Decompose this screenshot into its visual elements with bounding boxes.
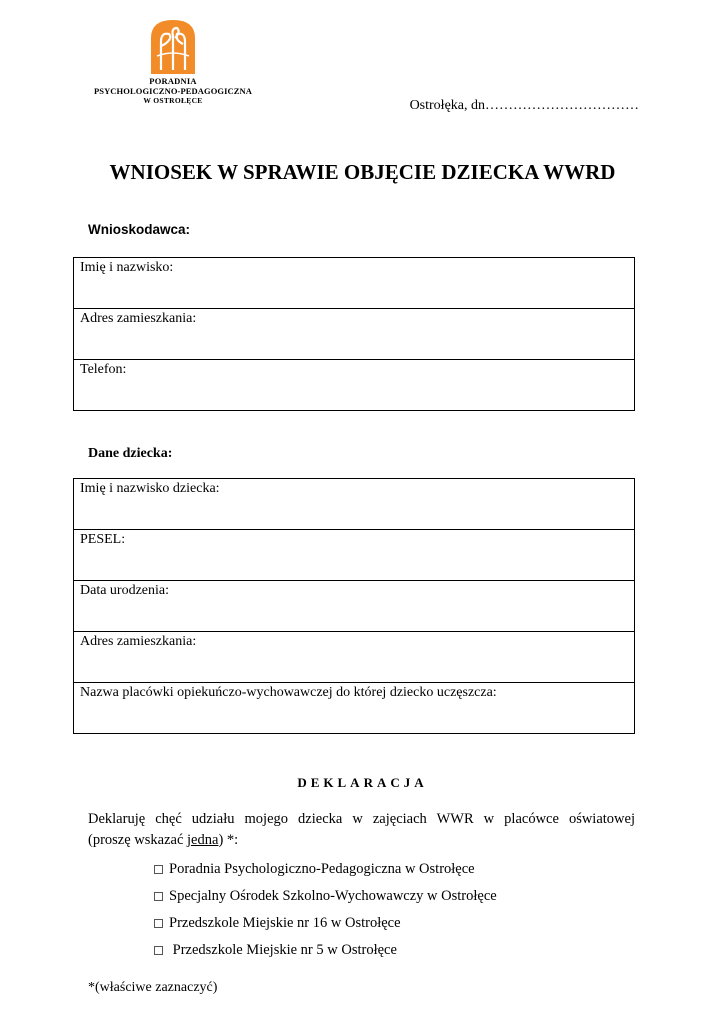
declaration-heading: DEKLARACJA	[297, 775, 428, 790]
child-section-label: Dane dziecka:	[88, 446, 173, 461]
option-pm5[interactable]	[154, 937, 497, 964]
child-address-field[interactable]: Adres zamieszkania:	[74, 632, 635, 683]
child-name-field[interactable]: Imię i nazwisko dziecka:	[74, 479, 635, 530]
applicant-address-field[interactable]: Adres zamieszkania:	[74, 309, 635, 360]
child-table	[73, 478, 635, 734]
declaration-text: Deklaruję chęć udziału mojego dziecka w zajęciach WWR w placówce oświatowej	[88, 811, 635, 827]
checkbox-icon[interactable]	[154, 865, 163, 874]
checkbox-icon[interactable]	[154, 919, 163, 928]
logo	[88, 18, 258, 105]
logo-line-3: W OSTROŁĘCE	[143, 96, 203, 105]
checkbox-icon[interactable]	[154, 946, 163, 955]
page-title: WNIOSEK W SPRAWIE OBJĘCIE DZIECKA WWRD	[109, 160, 616, 184]
option-label: Poradnia Psychologiczno-Pedagogiczna w Ostrołęce	[169, 861, 475, 877]
place-date-line[interactable]: Ostrołęka, dn……………………………	[409, 98, 639, 113]
declaration-instruction-end: ) *:	[218, 832, 239, 848]
child-birthdate-field[interactable]: Data urodzenia:	[74, 581, 635, 632]
logo-icon	[149, 18, 197, 74]
declaration-instruction	[88, 832, 238, 849]
applicant-section-label: Wnioskodawca:	[88, 222, 191, 237]
option-pm16[interactable]	[154, 910, 497, 937]
option-label: Specjalny Ośrodek Szkolno-Wychowawczy w Ostrołęce	[169, 888, 497, 904]
option-label: Przedszkole Miejskie nr 5 w Ostrołęce	[169, 942, 397, 958]
applicant-phone-field[interactable]: Telefon:	[74, 360, 635, 411]
option-sosw[interactable]	[154, 883, 497, 910]
logo-line-2: PSYCHOLOGICZNO-PEDAGOGICZNA	[93, 86, 253, 96]
footnote: *(właściwe zaznaczyć)	[88, 980, 218, 995]
declaration-instruction-underlined: jedna	[187, 832, 219, 848]
checkbox-icon[interactable]	[154, 892, 163, 901]
logo-line-1: PORADNIA	[149, 76, 197, 86]
institution-options	[154, 856, 497, 964]
option-label: Przedszkole Miejskie nr 16 w Ostrołęce	[169, 915, 401, 931]
child-pesel-field[interactable]: PESEL:	[74, 530, 635, 581]
applicant-table	[73, 257, 635, 411]
applicant-name-field[interactable]: Imię i nazwisko:	[74, 258, 635, 309]
option-ppp[interactable]	[154, 856, 497, 883]
declaration-instruction-start: (proszę wskazać	[88, 832, 188, 848]
child-institution-field[interactable]: Nazwa placówki opiekuńczo-wychowawczej do której dziecko uczęszcza:	[74, 683, 635, 734]
